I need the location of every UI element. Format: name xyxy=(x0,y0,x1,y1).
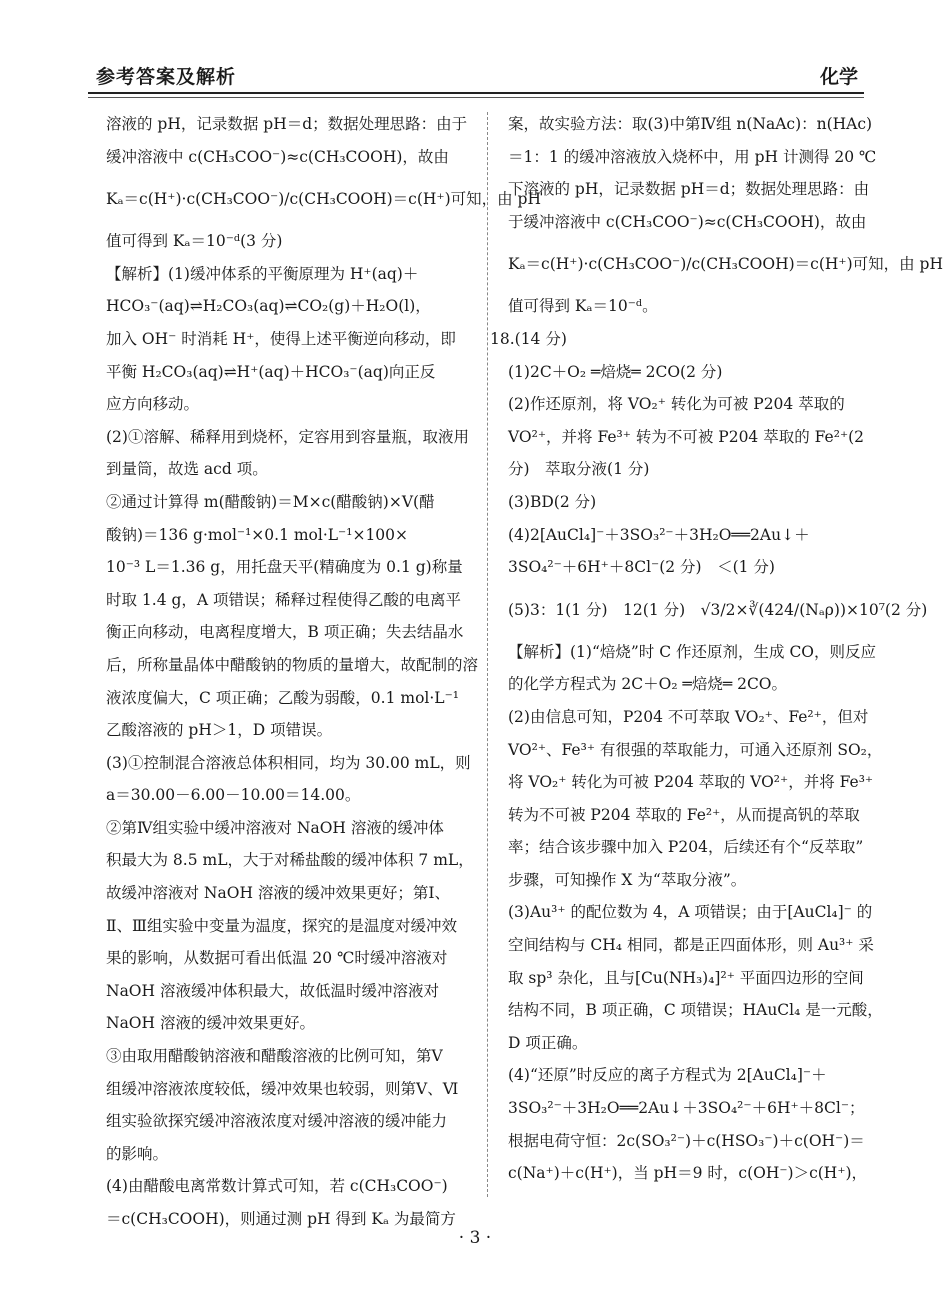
text-line: (4)“还原”时反应的离子方程式为 2[AuCl₄]⁻＋ xyxy=(508,1066,827,1085)
text-line: 积最大为 8.5 mL，大于对稀盐酸的缓冲体积 7 mL， xyxy=(106,851,474,870)
text-line: 组缓冲溶液浓度较低，缓冲效果也较弱，则第Ⅴ、Ⅵ xyxy=(106,1079,459,1098)
text-line: (1)2C＋O₂ ═焙烧═ 2CO(2 分) xyxy=(508,362,723,381)
text-line: 溶液的 pH，记录数据 pH＝d；数据处理思路：由于 xyxy=(106,115,468,133)
text-line: HCO₃⁻(aq)⇌H₂CO₃(aq)⇌CO₂(g)＋H₂O(l)， xyxy=(106,297,431,316)
text-line: VO²⁺，并将 Fe³⁺ 转为不可被 P204 萃取的 Fe²⁺(2 xyxy=(508,427,865,446)
text-line: 【解析】(1)“焙烧”时 C 作还原剂，生成 CO，则反应 xyxy=(508,642,877,661)
text-line: 下溶液的 pH，记录数据 pH＝d；数据处理思路：由 xyxy=(508,180,870,199)
text-line: (5)3：1(1 分) 12(1 分) √3/2×∛(424/(Nₐρ))×10⁷(2 分) xyxy=(508,600,928,619)
text-line: 【解析】(1)缓冲体系的平衡原理为 H⁺(aq)＋ xyxy=(106,264,419,283)
text-line: 乙酸溶液的 pH＞1，D 项错误。 xyxy=(106,721,333,740)
column-divider xyxy=(487,112,488,1197)
text-line: ③由取用醋酸钠溶液和醋酸溶液的比例可知，第Ⅴ xyxy=(106,1047,443,1066)
text-line: 根据电荷守恒：2c(SO₃²⁻)＋c(HSO₃⁻)＋c(OH⁻)＝ xyxy=(508,1131,865,1150)
header-rule-thin xyxy=(88,97,864,98)
text-line: NaOH 溶液缓冲体积最大，故低温时缓冲溶液对 xyxy=(106,981,439,1000)
text-line: 应方向移动。 xyxy=(106,395,200,414)
text-line: a＝30.00－6.00－10.00＝14.00。 xyxy=(106,786,361,805)
text-line: 组实验欲探究缓冲溶液浓度对缓冲溶液的缓冲能力 xyxy=(106,1112,448,1131)
text-line: (2)作还原剂，将 VO₂⁺ 转化为可被 P204 萃取的 xyxy=(508,395,845,414)
text-line: 案，故实验方法：取(3)中第Ⅳ组 n(NaAc)：n(HAc) xyxy=(508,115,873,133)
text-line: 值可得到 Kₐ＝10⁻ᵈ。 xyxy=(508,297,658,316)
text-line: (4)由醋酸电离常数计算式可知，若 c(CH₃COO⁻) xyxy=(106,1177,448,1196)
text-line: 步骤，可知操作 X 为“萃取分液”。 xyxy=(508,870,747,889)
text-line: (4)2[AuCl₄]⁻＋3SO₃²⁻＋3H₂O══2Au↓＋ xyxy=(508,525,810,544)
text-line: Kₐ＝c(H⁺)·c(CH₃COO⁻)/c(CH₃COOH)＝c(H⁺)可知，由 pH xyxy=(106,190,541,209)
text-line: 的影响。 xyxy=(106,1144,169,1163)
text-line: 故缓冲溶液对 NaOH 溶液的缓冲效果更好；第Ⅰ、 xyxy=(106,884,451,903)
text-line: ＝c(CH₃COOH)，则通过测 pH 得到 Kₐ 为最简方 xyxy=(106,1210,456,1228)
header-right-title: 化学 xyxy=(819,66,858,88)
text-line: 衡正向移动，电离程度增大，B 项正确；失去结晶水 xyxy=(106,623,464,642)
text-line: (3)Au³⁺ 的配位数为 4，A 项错误；由于[AuCl₄]⁻ 的 xyxy=(508,903,873,922)
text-line: c(Na⁺)＋c(H⁺)，当 pH＝9 时，c(OH⁻)＞c(H⁺)， xyxy=(508,1164,868,1183)
text-line: (3)BD(2 分) xyxy=(508,492,597,511)
text-line: 10⁻³ L＝1.36 g，用托盘天平(精确度为 0.1 g)称量 xyxy=(106,558,463,577)
text-line: NaOH 溶液的缓冲效果更好。 xyxy=(106,1014,315,1033)
header-left-title: 参考答案及解析 xyxy=(96,66,237,88)
text-line: ②第Ⅳ组实验中缓冲溶液对 NaOH 溶液的缓冲体 xyxy=(106,818,444,837)
text-line: 取 sp³ 杂化，且与[Cu(NH₃)₄]²⁺ 平面四边形的空间 xyxy=(508,968,864,987)
text-line: VO²⁺、Fe³⁺ 有很强的萃取能力，可通入还原剂 SO₂， xyxy=(508,740,883,759)
text-line: 液浓度偏大，C 项正确；乙酸为弱酸，0.1 mol·L⁻¹ xyxy=(106,688,459,707)
text-line: 的化学方程式为 2C＋O₂ ═焙烧═ 2CO。 xyxy=(508,675,788,694)
text-line: 结构不同，B 项正确，C 项错误；HAuCl₄ 是一元酸， xyxy=(508,1001,883,1020)
text-line: 值可得到 Kₐ＝10⁻ᵈ(3 分) xyxy=(106,232,283,251)
text-line: 后，所称量晶体中醋酸钠的物质的量增大，故配制的溶 xyxy=(106,655,479,674)
text-line: Ⅱ、Ⅲ组实验中变量为温度，探究的是温度对缓冲效 xyxy=(106,916,457,935)
text-line: ②通过计算得 m(醋酸钠)＝M×c(醋酸钠)×V(醋 xyxy=(106,492,435,511)
text-line: (2)①溶解、稀释用到烧杯，定容用到容量瓶，取液用 xyxy=(106,427,469,446)
question-number: 18.(14 分) xyxy=(490,329,567,348)
text-line: (3)①控制混合溶液总体积相同，均为 30.00 mL，则 xyxy=(106,753,471,772)
text-line: 加入 OH⁻ 时消耗 H⁺，使得上述平衡逆向移动，即 xyxy=(106,329,456,348)
text-line: 率；结合该步骤中加入 P204，后续还有个“反萃取” xyxy=(508,838,864,857)
page-number: · 3 · xyxy=(458,1228,492,1248)
text-line: Kₐ＝c(H⁺)·c(CH₃COO⁻)/c(CH₃COOH)＝c(H⁺)可知，由 pH xyxy=(508,255,943,274)
text-line: D 项正确。 xyxy=(508,1033,588,1052)
text-line: 于缓冲溶液中 c(CH₃COO⁻)≈c(CH₃COOH)，故由 xyxy=(508,212,867,231)
right-column xyxy=(490,108,943,1190)
text-line: 空间结构与 CH₄ 相同，都是正四面体形，则 Au³⁺ 采 xyxy=(508,936,874,955)
text-line: 3SO₄²⁻＋6H⁺＋8Cl⁻(2 分) ＜(1 分) xyxy=(508,558,775,577)
text-line: 缓冲溶液中 c(CH₃COO⁻)≈c(CH₃COOH)，故由 xyxy=(106,147,449,166)
text-line: 平衡 H₂CO₃(aq)⇌H⁺(aq)＋HCO₃⁻(aq)向正反 xyxy=(106,362,436,381)
text-line: 酸钠)＝136 g·mol⁻¹×0.1 mol·L⁻¹×100× xyxy=(106,525,409,544)
header-rule xyxy=(88,92,864,94)
text-line: 分) 萃取分液(1 分) xyxy=(508,460,650,479)
text-line: 果的影响，从数据可看出低温 20 ℃时缓冲溶液对 xyxy=(106,949,448,968)
text-line: 3SO₃²⁻＋3H₂O══2Au↓＋3SO₄²⁻＋6H⁺＋8Cl⁻； xyxy=(508,1099,865,1118)
text-line: 时取 1.4 g，A 项错误；稀释过程使得乙酸的电离平 xyxy=(106,590,462,609)
text-line: 转为不可被 P204 萃取的 Fe²⁺，从而提高钒的萃取 xyxy=(508,805,860,824)
text-line: 将 VO₂⁺ 转化为可被 P204 萃取的 VO²⁺，并将 Fe³⁺ xyxy=(508,773,874,792)
text-line: (2)由信息可知，P204 不可萃取 VO₂⁺、Fe²⁺，但对 xyxy=(508,707,869,726)
text-line: ＝1：1 的缓冲溶液放入烧杯中，用 pH 计测得 20 ℃ xyxy=(508,147,877,166)
text-line: 到量筒，故选 acd 项。 xyxy=(106,460,268,479)
